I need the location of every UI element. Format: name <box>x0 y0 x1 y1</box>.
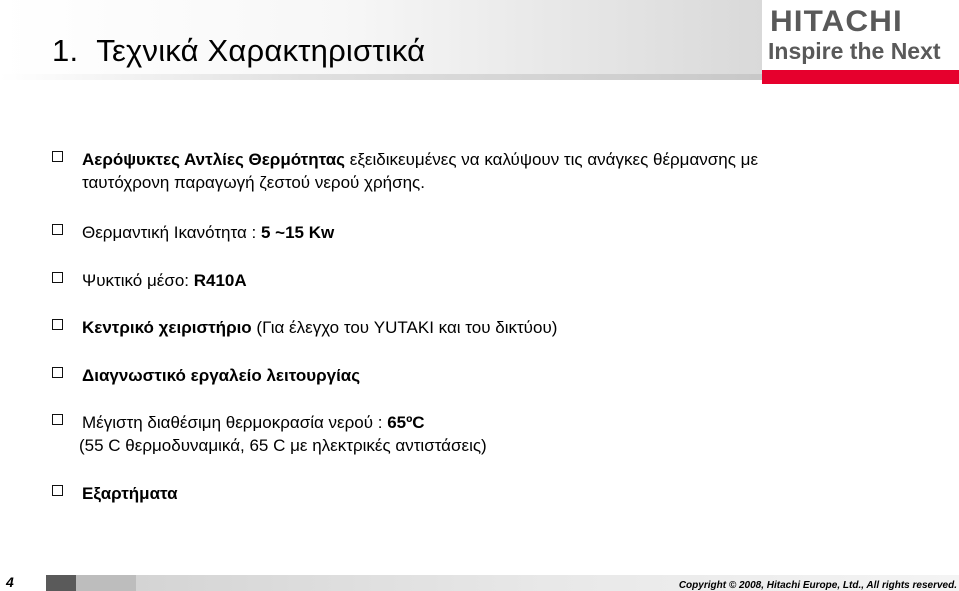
bullet-text: Ψυκτικό μέσο: <box>82 271 194 290</box>
bullet-text: εξειδικευμένες να καλύψουν τις ανάγκες θέρμανσης με <box>345 150 759 169</box>
bullet-text: Θερμαντική Ικανότητα : <box>82 223 261 242</box>
bullet-line2: ταυτόχρονη παραγωγή ζεστού νερού χρήσης. <box>82 173 425 192</box>
bullet-bold: R410A <box>193 271 247 290</box>
footer-segment <box>46 575 76 591</box>
hitachi-logo <box>762 0 959 86</box>
bullet-line2: (55 C θερμοδυναμικά, 65 C με ηλεκτρικές αντιστάσεις) <box>79 436 487 455</box>
footer-segment <box>76 575 136 591</box>
checkbox-bullet-icon <box>52 272 63 283</box>
page-number: 4 <box>6 574 14 590</box>
checkbox-bullet-icon <box>52 485 63 496</box>
bullet-bold: Κεντρικό χειριστήριο <box>82 318 252 337</box>
bullet-bold: Εξαρτήματα <box>82 484 178 503</box>
checkbox-bullet-icon <box>52 367 63 378</box>
checkbox-bullet-icon <box>52 224 63 235</box>
bullet-text: (Για έλεγχο του YUTAKI και του δικτύου) <box>251 318 558 337</box>
title-text: Τεχνικά Χαρακτηριστικά <box>96 33 426 68</box>
bullet-text: Μέγιστη διαθέσιμη θερμοκρασία νερού : <box>82 413 388 432</box>
checkbox-bullet-icon <box>52 151 63 162</box>
bullet-bold: Αερόψυκτες Αντλίες Θερμότητας <box>82 150 346 169</box>
checkbox-bullet-icon <box>52 319 63 330</box>
title-number: 1. <box>52 33 79 68</box>
page-title <box>52 33 425 69</box>
checkbox-bullet-icon <box>52 414 63 425</box>
header-underline <box>0 74 762 80</box>
logo-brand: HITACHI <box>770 5 903 38</box>
bullet-bold: Διαγνωστικό εργαλείο λειτουργίας <box>82 366 361 385</box>
bullet-bold: 65ºC <box>387 413 425 432</box>
logo-tagline: Inspire the Next <box>768 38 941 64</box>
logo-red-bar <box>762 70 959 84</box>
bullet-bold: 5 ~15 Kw <box>260 223 335 242</box>
copyright: Copyright © 2008, Hitachi Europe, Ltd., All rights reserved. <box>678 580 957 591</box>
